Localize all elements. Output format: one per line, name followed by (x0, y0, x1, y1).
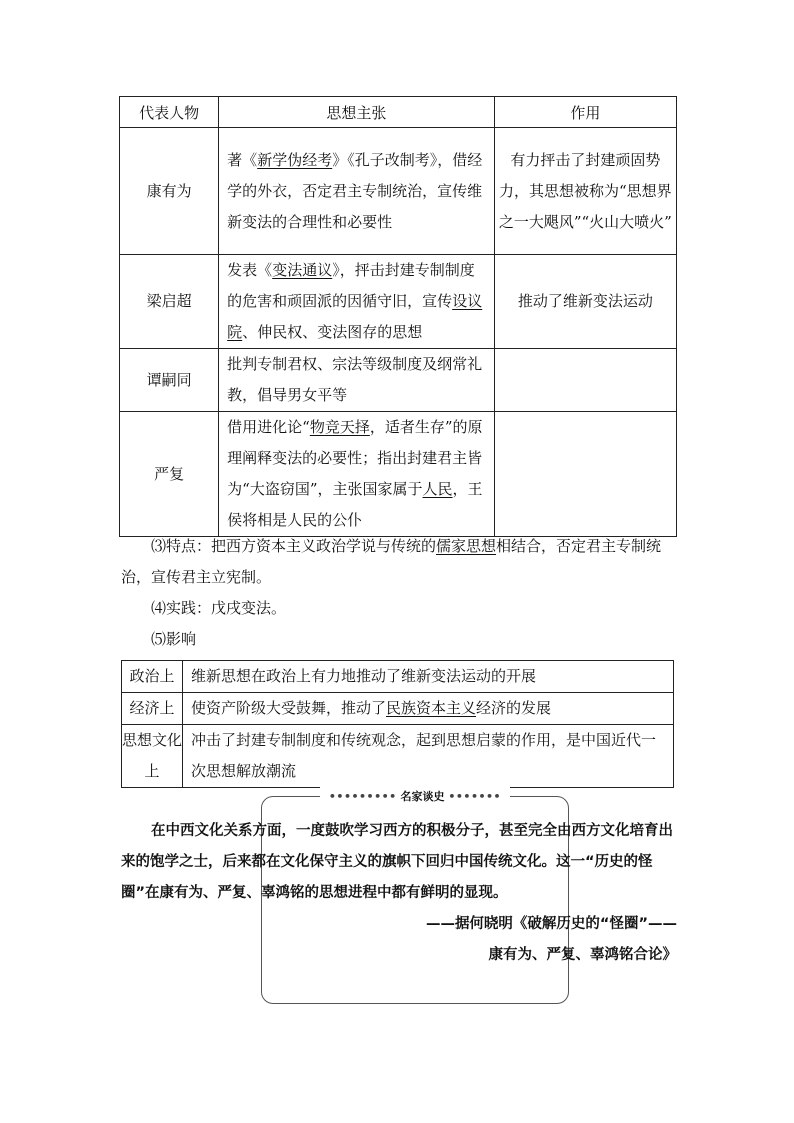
dots-right: ••••••• (448, 790, 502, 803)
influence-text: 使资产阶级大受鼓舞，推动了民族资本主义经济的发展 (183, 693, 674, 725)
table-row (120, 128, 677, 255)
underlined-term: 新学伪经考 (257, 150, 333, 169)
underlined-term: 人民 (422, 480, 453, 498)
table-row (122, 661, 674, 693)
underlined-term: 民族资本主义 (386, 699, 477, 717)
influence-label: 政治上 (122, 661, 183, 693)
table-row (120, 412, 677, 537)
underlined-term: 物竞天择 (309, 418, 370, 436)
effect-cell: 有力抨击了封建顽固势力，其思想被称为“思想界之一大飓风”“火山大喷火” (494, 128, 676, 255)
idea-cell: 批判专制君权、宗法等级制度及纲常礼教，倡导男女平等 (219, 349, 494, 412)
header-idea: 思想主张 (219, 97, 494, 128)
underlined-term: 设议院 (227, 292, 483, 341)
person-cell: 严复 (120, 412, 219, 537)
idea-cell: 发表《变法通议》，抨击封建专制制度的危害和顽固派的因循守旧，宣传设议院、伸民权、变法图存的思想 (219, 255, 494, 349)
influence-label: 经济上 (122, 693, 183, 725)
effect-cell: 推动了维新变法运动 (494, 255, 676, 349)
quote-source-line1: ——据何晓明《破解历史的“怪圈”—— (425, 916, 677, 932)
header-person: 代表人物 (120, 97, 219, 128)
practice-paragraph: ⑷实践：戊戌变法。 (151, 599, 287, 617)
header-effect: 作用 (494, 97, 676, 128)
influence-heading: ⑸影响 (151, 630, 197, 648)
idea-cell: 著《新学伪经考》《孔子改制考》，借经学的外衣，否定君主专制统治，宣传维新变法的合理性和必要性 (219, 128, 494, 255)
person-cell: 谭嗣同 (120, 349, 219, 412)
reformers-table (119, 96, 677, 537)
underlined-term: 儒家思想 (436, 537, 497, 555)
quote-box-title: ••••••••• 名家谈史 ••••••• (320, 787, 510, 807)
person-cell: 康有为 (120, 128, 219, 255)
influence-table (121, 660, 674, 788)
dots-left: ••••••••• (328, 790, 397, 803)
table-row (122, 725, 674, 788)
quote-text: 在中西文化关系方面，一度鼓吹学习西方的积极分子，甚至完全由西方文化培育出来的饱学之士，后来都在文化保守主义的旗帜下回归中国传统文化。这一“历史的怪圈”在康有为、严复、辜鸿铭的思想进程中都有鲜明的显现。 (121, 823, 673, 901)
table-row (122, 693, 674, 725)
table-row (120, 255, 677, 349)
influence-label: 思想文化上 (122, 725, 183, 788)
influence-text: 冲击了封建专制制度和传统观念，起到思想启蒙的作用，是中国近代一次思想解放潮流 (183, 725, 674, 788)
person-cell: 梁启超 (120, 255, 219, 349)
features-paragraph: ⑶特点：把西方资本主义政治学说与传统的儒家思想相结合，否定君主专制统治，宣传君主立宪制。 (121, 537, 662, 586)
idea-cell: 借用进化论“物竞天择，适者生存”的原理阐释变法的必要性；指出封建君主皆为“大盗窃国”，主张国家属于人民，王侯将相是人民的公仆 (219, 412, 494, 537)
influence-text: 维新思想在政治上有力地推动了维新变法运动的开展 (183, 661, 674, 693)
underlined-term: 变法通议 (272, 261, 333, 279)
table-row (120, 349, 677, 412)
table-header-row (120, 97, 677, 128)
effect-cell (494, 412, 676, 537)
effect-cell (494, 349, 676, 412)
quote-source-line2: 康有为、严复、辜鸿铭合论》 (488, 947, 677, 963)
